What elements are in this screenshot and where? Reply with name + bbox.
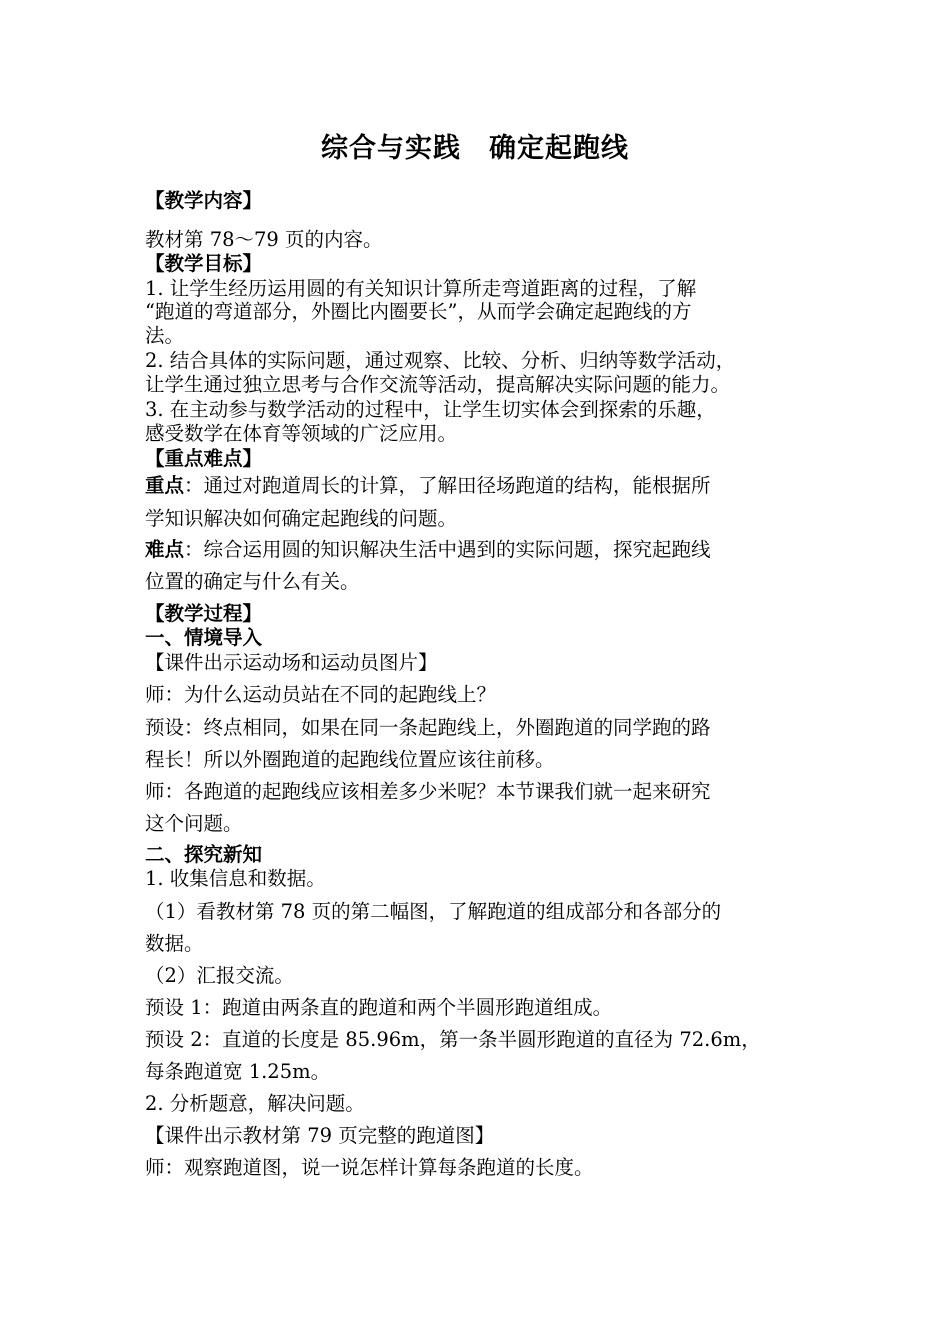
goal-3-line-1: 3. 在主动参与数学活动的过程中，让学生切实体会到探索的乐趣， bbox=[145, 398, 716, 421]
part-2-preset-1: 预设 1：跑道由两条直的跑道和两个半圆形跑道组成。 bbox=[145, 996, 613, 1019]
key-point-line-2: 学知识解决如何确定起跑线的问题。 bbox=[145, 507, 458, 530]
difficult-point-text: ：综合运用圆的知识解决生活中遇到的实际问题，探究起跑线 bbox=[184, 538, 711, 561]
part-1-teacher-question-2-line-1: 师：各跑道的起跑线应该相差多少米呢？本节课我们就一起来研究 bbox=[145, 780, 711, 803]
heading-teaching-process: 【教学过程】 bbox=[145, 602, 263, 625]
difficult-point-line-2: 位置的确定与什么有关。 bbox=[145, 570, 360, 593]
part-2-substep-2: （2）汇报交流。 bbox=[145, 964, 294, 987]
part-2-step-1: 1. 收集信息和数据。 bbox=[145, 867, 326, 890]
part-2-step-2: 2. 分析题意，解决问题。 bbox=[145, 1092, 365, 1115]
part-1-answer-line-1: 预设：终点相同，如果在同一条起跑线上，外圈跑道的同学跑的路 bbox=[145, 716, 711, 739]
part-1-teacher-question: 师：为什么运动员站在不同的起跑线上？ bbox=[145, 683, 497, 706]
part-1-slide-note: 【课件出示运动场和运动员图片】 bbox=[145, 651, 438, 674]
goal-1-line-1: 1. 让学生经历运用圆的有关知识计算所走弯道距离的过程，了解 bbox=[145, 277, 697, 300]
goal-2-line-2: 让学生通过独立思考与合作交流等活动，提高解决实际问题的能力。 bbox=[145, 373, 731, 396]
teaching-content-text: 教材第 78～79 页的内容。 bbox=[145, 228, 383, 251]
heading-key-difficult: 【重点难点】 bbox=[145, 447, 263, 470]
heading-teaching-content: 【教学内容】 bbox=[145, 189, 263, 212]
difficult-point-label: 难点 bbox=[145, 538, 185, 561]
goal-1-line-3: 法。 bbox=[145, 324, 185, 347]
key-point-line-1 bbox=[145, 474, 711, 498]
goal-1-line-2: “跑道的弯道部分，外圈比内圈要长”，从而学会确定起跑线的方 bbox=[145, 300, 692, 323]
difficult-point-line-1 bbox=[145, 538, 711, 562]
part-2-teacher-question: 师：观察跑道图，说一说怎样计算每条跑道的长度。 bbox=[145, 1156, 594, 1179]
page-title: 综合与实践 确定起跑线 bbox=[321, 133, 629, 164]
part-1-teacher-question-2-line-2: 这个问题。 bbox=[145, 812, 243, 835]
goal-2-line-1: 2. 结合具体的实际问题，通过观察、比较、分析、归纳等数学活动， bbox=[145, 349, 736, 372]
heading-part-2: 二、探究新知 bbox=[145, 843, 263, 866]
part-2-preset-2-line-2: 每条跑道宽 1.25m。 bbox=[145, 1060, 331, 1083]
part-1-answer-line-2: 程长！所以外圈跑道的起跑线位置应该往前移。 bbox=[145, 748, 555, 771]
heading-part-1: 一、情境导入 bbox=[145, 626, 263, 649]
part-2-substep-1-line-2: 数据。 bbox=[145, 932, 204, 955]
goal-3-line-2: 感受数学在体育等领域的广泛应用。 bbox=[145, 422, 458, 445]
part-2-preset-2-line-1: 预设 2：直道的长度是 85.96m，第一条半圆形跑道的直径为 72.6m， bbox=[145, 1028, 761, 1051]
heading-teaching-goals: 【教学目标】 bbox=[145, 252, 263, 275]
part-2-substep-1-line-1: （1）看教材第 78 页的第二幅图，了解跑道的组成部分和各部分的 bbox=[145, 900, 722, 923]
key-point-text: ：通过对跑道周长的计算，了解田径场跑道的结构，能根据所 bbox=[184, 474, 711, 497]
part-2-slide-note: 【课件出示教材第 79 页完整的跑道图】 bbox=[145, 1124, 495, 1147]
key-point-label: 重点 bbox=[145, 474, 185, 497]
